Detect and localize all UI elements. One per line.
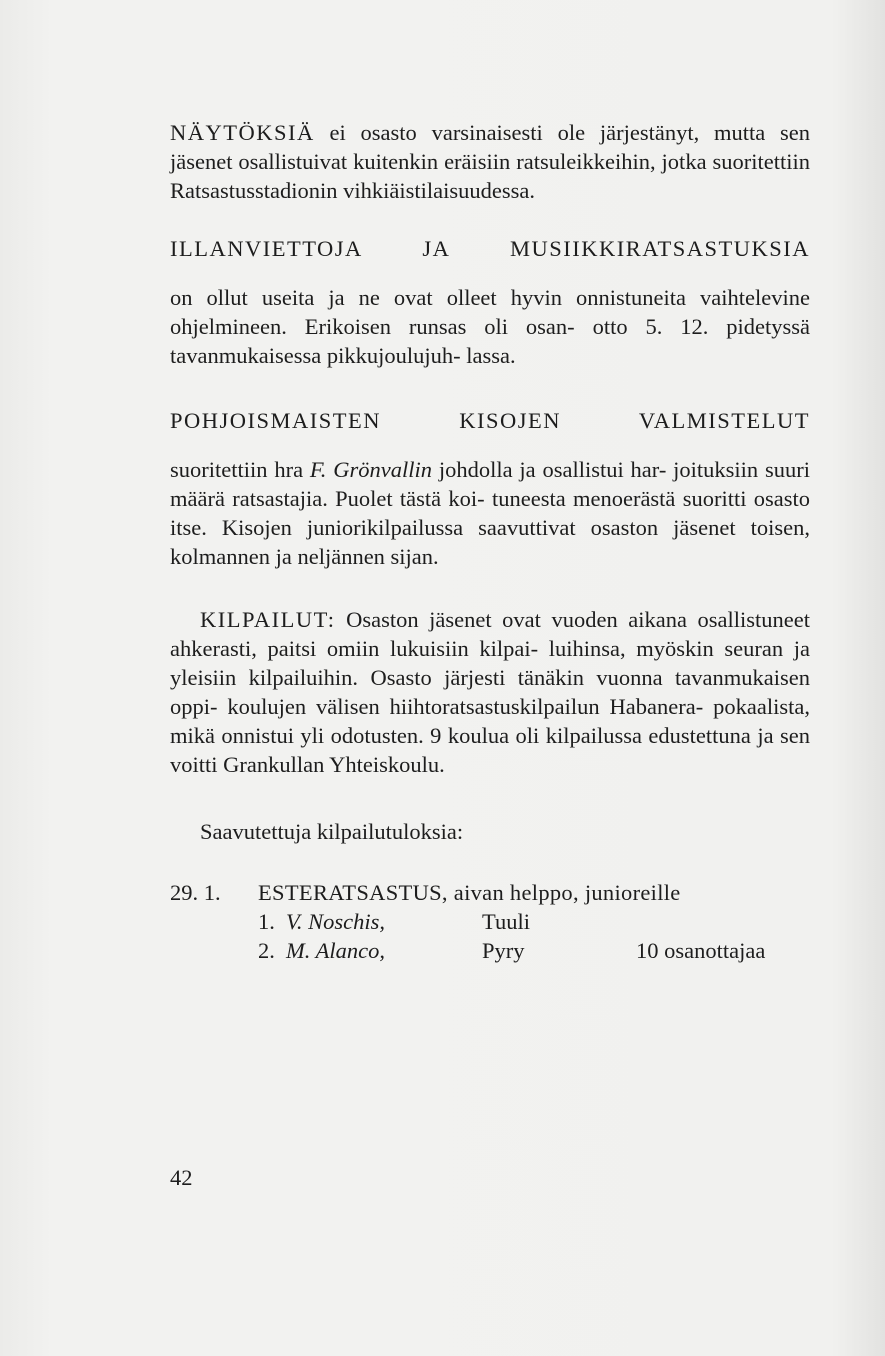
section-heading: POHJOISMAISTEN KISOJEN VALMISTELUT	[170, 408, 810, 433]
text-line: joituksiin suuri määrä ratsastajia. Puolet tästä koi-	[170, 457, 811, 511]
text-line: juniorikilpailussa saavuttivat osaston jäsenet toisen,	[306, 515, 811, 540]
text-line: johdolla ja osallistui har-	[438, 457, 667, 482]
result-place: 1.	[258, 909, 275, 934]
text-line: ratsuleikkeihin, jotka suoritettiin Ratsastusstadionin	[170, 149, 810, 203]
text-line: Osasto järjesti tänäkin vuonna tavanmukaisen oppi-	[170, 665, 810, 719]
page-number: 42	[170, 1165, 193, 1190]
paragraph-illanviettoja	[170, 283, 810, 370]
section-heading: NÄYTÖKSIÄ	[170, 120, 315, 145]
text-line: osallistuneet ahkerasti, paitsi omiin lukuisiin kilpai-	[170, 607, 811, 661]
results-list	[170, 878, 810, 968]
text-line: Osaston jäsenet ovat vuoden aikana	[346, 607, 687, 632]
text-line: koulujen välisen hiihtoratsastuskilpailun Habanera-	[227, 694, 704, 719]
text-line: ei osasto varsinaisesti ole järjestänyt,	[329, 120, 700, 145]
text-line: suoritettiin hra	[170, 457, 304, 482]
text-line: otto 5. 12. pidetyssä tavanmukaisessa pikkujoulujuh-	[170, 314, 810, 368]
result-note: 10 osanottajaa	[636, 938, 766, 963]
text-line: lassa.	[466, 343, 516, 368]
result-place: 2.	[258, 938, 275, 963]
result-rider: V. Noschis,	[286, 909, 385, 934]
text-body	[170, 118, 810, 968]
text-line: kolmannen ja neljännen sijan.	[170, 544, 439, 569]
result-event: ESTERATSASTUS, aivan helppo, junioreille	[258, 880, 681, 905]
text-line: pokaalista, mikä onnistui yli odotusten. 9 koulua oli	[170, 694, 811, 748]
text-line: vaihtelevine ohjelmineen. Erikoisen runsas oli osan-	[170, 285, 810, 339]
result-date: 29. 1.	[170, 880, 221, 905]
text-line: Yhteiskoulu.	[329, 752, 445, 777]
results-intro: Saavutettuja kilpailutuloksia:	[200, 819, 464, 844]
text-line: vihkiäistilaisuudessa.	[343, 178, 535, 203]
section-heading: ILLANVIETTOJA JA MUSIIKKIRATSASTUKSIA	[170, 236, 810, 261]
text-line: on ollut useita ja ne ovat olleet hyvin onnistuneita	[170, 285, 686, 310]
paragraph-kilpailut	[170, 605, 810, 779]
result-horse: Pyry	[482, 938, 525, 963]
text-line: kilpailussa edustettuna ja sen voitti Grankullan	[170, 723, 810, 777]
text-line: mutta sen jäsenet osallistuivat kuitenkin eräisiin	[170, 120, 810, 174]
paragraph-naytoksia	[170, 118, 810, 205]
person-name: F. Grönvallin	[309, 457, 432, 482]
text-line: tuneesta menoerästä suoritti osasto itse. Kisojen	[170, 486, 811, 540]
result-rider: M. Alanco,	[286, 938, 385, 963]
text-line: luihinsa, myöskin seuran ja yleisiin kilpailuihin.	[170, 636, 811, 690]
paragraph-pohjoismaisten	[170, 455, 810, 571]
section-heading: KILPAILUT:	[200, 607, 336, 632]
result-horse: Tuuli	[482, 909, 530, 934]
